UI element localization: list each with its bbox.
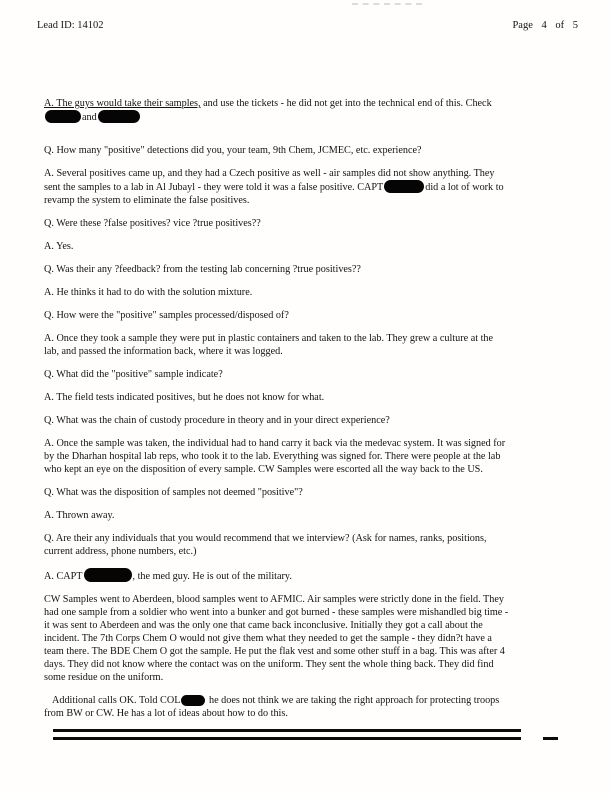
text-run: and use the tickets - he did not get into the technical end of this. Check (200, 98, 492, 109)
paragraph (44, 263, 558, 276)
document-body (44, 97, 558, 730)
text-run: did a lot of work to (425, 182, 504, 193)
text-run: current address, phone numbers, etc.) (44, 546, 197, 557)
text-run: by the Dharhan hospital lab reps, who took it to the lab. Everything was signed for. There were people at the lab (44, 451, 501, 462)
text-run: it was sent to Aberdeen and was the only one that came back inconclusive. Initially they got a call about the (44, 620, 483, 631)
lead-id-label: Lead ID: 14102 (37, 20, 104, 31)
text-run: A. The guys would take their samples, (44, 98, 201, 109)
rule-fragment (543, 737, 558, 740)
page-number-label: Page 4 of 5 (512, 20, 578, 31)
text-run: A. Several positives came up, and they had a Czech positive as well - air samples did not show anything. They (44, 168, 495, 179)
text-run: CW Samples went to Aberdeen, blood samples went to AFMIC. Air samples were strictly done in the field. They (44, 594, 504, 605)
text-run: A. CAPT (44, 571, 83, 582)
rule-line-bottom (53, 737, 521, 740)
text-run: lab, and passed the information back, where it was logged. (44, 346, 283, 357)
paragraph (44, 509, 558, 522)
paragraph (44, 437, 558, 476)
paragraph (44, 568, 558, 583)
text-run: some residue on the uniform. (44, 672, 164, 683)
text-run: A. Yes. (44, 241, 74, 252)
text-run: had one sample from a soldier who went into a bunker and got burned - these samples were mishandled big time - (44, 607, 509, 618)
text-run: who kept an eye on the disposition of every sample. CW Samples were escorted all the way back to the US. (44, 464, 483, 475)
text-run: sent the samples to a lab in Al Jubayl - they were told it was a false positive. CAPT (44, 182, 384, 193)
text-run: Q. How many "positive" detections did you, your team, 9th Chem, JCMEC, etc. experience? (44, 145, 422, 156)
paragraph (44, 414, 558, 427)
text-run: Q. What did the "positive" sample indicate? (44, 369, 223, 380)
text-run: A. Once the sample was taken, the individual had to hand carry it back via the medevac system. It was signed for (44, 438, 506, 449)
paragraph (44, 593, 558, 684)
paragraph (44, 97, 558, 124)
paragraph (44, 309, 558, 322)
paragraph (44, 217, 558, 230)
text-run: he does not think we are taking the right approach for protecting troops (206, 695, 500, 706)
footer-rule (53, 729, 521, 740)
text-run: Q. Was their any ?feedback? from the testing lab concerning ?true positives?? (44, 264, 361, 275)
paragraph (44, 486, 558, 499)
text-run: days. They did not know where the contact was on the uniform. They sent the whole thing back. They did find (44, 659, 494, 670)
text-run: A. He thinks it had to do with the solution mixture. (44, 287, 253, 298)
text-run: Additional calls OK. Told COL (52, 695, 181, 706)
paragraph (44, 694, 558, 720)
text-run: incident. The 7th Corps Chem O would not give them what they needed to get the sample - they didn?t have a (44, 633, 492, 644)
text-run: A. Thrown away. (44, 510, 115, 521)
paragraph (44, 368, 558, 381)
paragraph (44, 332, 558, 358)
text-run: from BW or CW. He has a lot of ideas about how to do this. (44, 708, 288, 719)
text-run: Q. How were the "positive" samples processed/disposed of? (44, 310, 289, 321)
paragraph (44, 240, 558, 253)
rule-line-top (53, 729, 521, 732)
redaction-mark (98, 110, 140, 123)
paragraph (44, 167, 558, 207)
text-run: Q. Were these ?false positives? vice ?true positives?? (44, 218, 261, 229)
text-run: A. The field tests indicated positives, but he does not know for what. (44, 392, 325, 403)
page-header (0, 19, 612, 32)
paragraph (44, 286, 558, 299)
redaction-mark (181, 695, 205, 706)
redaction-mark (384, 180, 424, 193)
paragraph (44, 144, 558, 157)
text-run: Q. Are their any individuals that you would recommend that we interview? (Ask for names, ranks, positions, (44, 533, 487, 544)
text-run: team there. The BDE Chem O got the sample. He put the flak vest and some other stuff in a bag. This was after 4 (44, 646, 505, 657)
scan-artifact (352, 3, 422, 8)
text-run: revamp the system to eliminate the false positives. (44, 195, 250, 206)
text-run: Q. What was the disposition of samples not deemed "positive"? (44, 487, 303, 498)
text-run: A. Once they took a sample they were put in plastic containers and taken to the lab. They grew a culture at the (44, 333, 494, 344)
text-run: and (82, 112, 97, 123)
redaction-mark (45, 110, 81, 123)
paragraph (44, 391, 558, 404)
text-run: , the med guy. He is out of the military. (132, 571, 292, 582)
paragraph (44, 532, 558, 558)
text-run: Q. What was the chain of custody procedure in theory and in your direct experience? (44, 415, 390, 426)
redaction-mark (84, 568, 132, 582)
